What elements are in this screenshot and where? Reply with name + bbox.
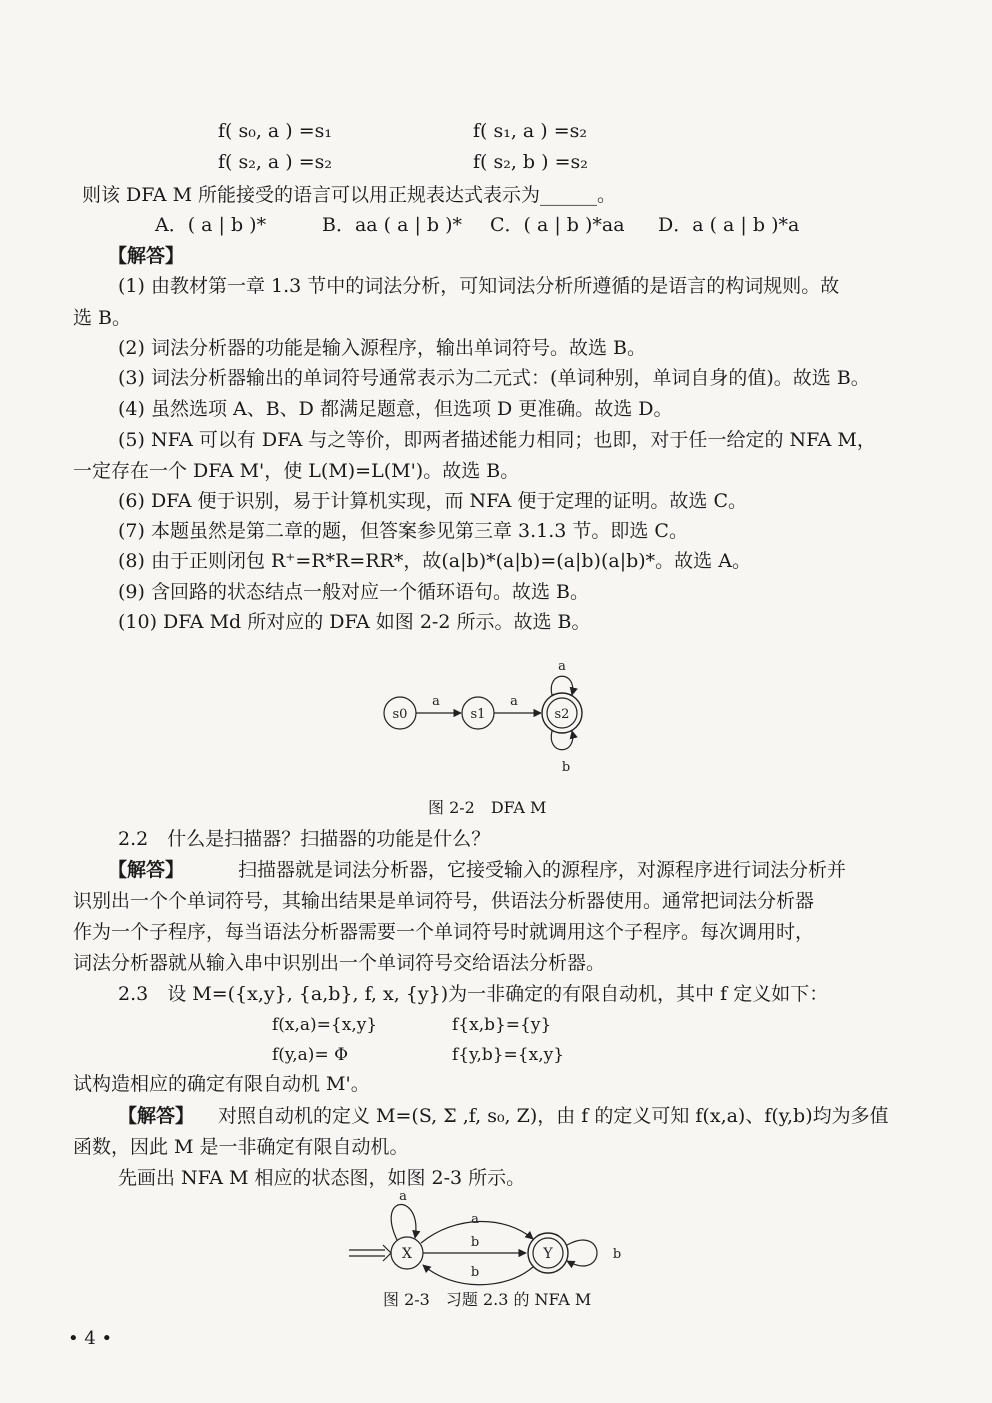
- answer-label: 【解答】: [108, 859, 185, 881]
- answer-label: 【解答】: [108, 245, 185, 267]
- edge-label: b: [561, 760, 571, 775]
- func-r2c2: f( s₂, b ) =s₂: [473, 151, 588, 173]
- answer-line: (9) 含回路的状态结点一般对应一个循环语句。故选 B。: [118, 581, 589, 603]
- edge-label: a: [558, 659, 566, 674]
- loop-y-b: [567, 1240, 597, 1266]
- f-def: f{y,b}={x,y}: [452, 1045, 565, 1065]
- answer-line: (7) 本题虽然是第二章的题，但答案参见第三章 3.1.3 节。即选 C。: [118, 520, 688, 542]
- start-arrow-head: [383, 1245, 391, 1261]
- answer-line: 对照自动机的定义 M=(S, Σ ,f, s₀, Z)，由 f 的定义可知 f(x,a)、f(y,b)均为多值: [218, 1105, 889, 1127]
- edge-label: a: [432, 694, 440, 709]
- loop-s2-b: [551, 731, 573, 750]
- answer-line: (6) DFA 便于识别，易于计算机实现，而 NFA 便于定理的证明。故选 C。: [118, 490, 748, 512]
- answer-line: (8) 由于正则闭包 R⁺=R*R=RR*，故(a|b)*(a|b)=(a|b)(a|b)*。故选 A。: [118, 550, 751, 572]
- option-a: A．( a | b )*: [155, 214, 267, 236]
- answer-line: 一定存在一个 DFA M'，使 L(M)=L(M')。故选 B。: [73, 460, 520, 482]
- option-d: D．a ( a | b )*a: [658, 214, 800, 236]
- question-2-3-title: 2.3 设 M=({x,y}, {a,b}, f, x, {y})为一非确定的有限自动机，其中 f 定义如下：: [118, 983, 829, 1005]
- option-b: B．aa ( a | b )*: [322, 214, 463, 236]
- edge-label: b: [470, 1235, 480, 1250]
- loop-x-a: [391, 1204, 416, 1240]
- edge-label: a: [510, 694, 518, 709]
- answer-line: 先画出 NFA M 相应的状态图，如图 2-3 所示。: [118, 1167, 526, 1189]
- answer-line: 选 B。: [73, 307, 132, 329]
- answer-line: 词法分析器就从输入串中识别出一个单词符号交给语法分析器。: [73, 952, 606, 974]
- edge-label: b: [470, 1265, 480, 1280]
- f-def: f(y,a)= Φ: [272, 1045, 349, 1065]
- page-number: • 4 •: [68, 1328, 113, 1349]
- question-ask: 试构造相应的确定有限自动机 M'。: [73, 1073, 370, 1095]
- question-text: 则该 DFA M 所能接受的语言可以用正规表达式表示为______。: [82, 184, 617, 206]
- loop-s2-a: [551, 676, 573, 695]
- answer-label: 【解答】: [118, 1105, 195, 1127]
- option-c: C．( a | b )*aa: [490, 214, 625, 236]
- edge-label: a: [471, 1212, 479, 1227]
- answer-line: (3) 词法分析器输出的单词符号通常表示为二元式：(单词种别，单词自身的值)。故选 B。: [118, 367, 870, 389]
- f-def: f(x,a)={x,y}: [272, 1015, 378, 1035]
- figure-caption: 图 2-3 习题 2.3 的 NFA M: [383, 1290, 592, 1309]
- state-s2-label: s2: [554, 707, 570, 722]
- answer-line: (1) 由教材第一章 1.3 节中的词法分析，可知词法分析所遵循的是语言的构词规则。故: [118, 275, 840, 297]
- dfa-diagram-fig-2-2: [370, 650, 620, 780]
- state-s1-label: s1: [470, 707, 486, 722]
- answer-line: 函数，因此 M 是一非确定有限自动机。: [73, 1136, 409, 1158]
- answer-line: 作为一个子程序，每当语法分析器需要一个单词符号时就调用这个子程序。每次调用时，: [73, 921, 815, 943]
- figure-caption: 图 2-2 DFA M: [428, 798, 547, 817]
- answer-line: (4) 虽然选项 A、B、D 都满足题意，但选项 D 更准确。故选 D。: [118, 398, 673, 420]
- question-2-2-title: 2.2 什么是扫描器？扫描器的功能是什么？: [118, 828, 491, 850]
- answer-line: (10) DFA Md 所对应的 DFA 如图 2-2 所示。故选 B。: [118, 611, 591, 633]
- nfa-diagram-fig-2-3: [345, 1183, 635, 1288]
- func-r2c1: f( s₂, a ) =s₂: [218, 151, 333, 173]
- edge-label: a: [399, 1189, 407, 1204]
- func-r1c2: f( s₁, a ) =s₂: [473, 120, 588, 142]
- answer-line: 识别出一个个单词符号，其输出结果是单词符号，供语法分析器使用。通常把词法分析器: [73, 890, 815, 912]
- answer-line: (5) NFA 可以有 DFA 与之等价，即两者描述能力相同；也即，对于任一给定的 NFA M，: [118, 429, 876, 451]
- func-r1c1: f( s₀, a ) =s₁: [218, 120, 333, 142]
- state-y-label: Y: [543, 1246, 553, 1262]
- start-arrow: [349, 1250, 385, 1256]
- answer-line: 扫描器就是词法分析器，它接受输入的源程序，对源程序进行词法分析并: [238, 859, 847, 881]
- f-def: f{x,b}={y}: [452, 1015, 552, 1035]
- answer-line: (2) 词法分析器的功能是输入源程序，输出单词符号。故选 B。: [118, 337, 646, 359]
- state-s0-label: s0: [392, 707, 408, 722]
- state-x-label: X: [402, 1246, 412, 1262]
- edge-label: b: [612, 1247, 622, 1262]
